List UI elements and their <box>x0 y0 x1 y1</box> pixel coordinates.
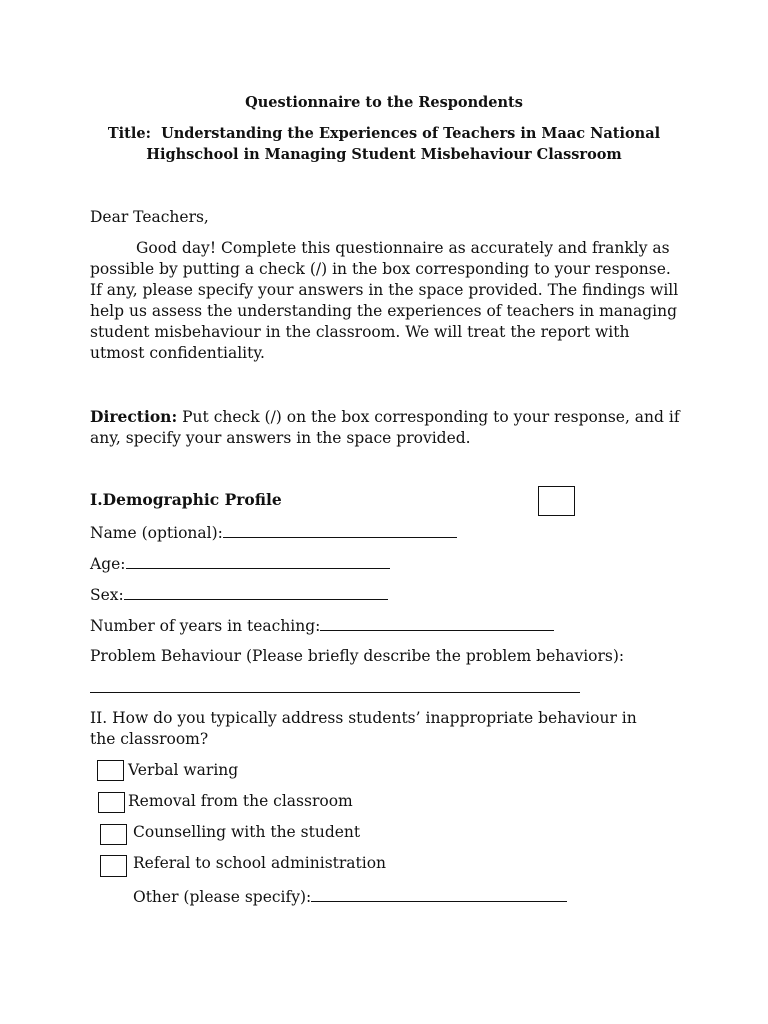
direction-text: Put check (/) on the box corresponding to your response, and if any, specify your answers in the space provided. <box>90 408 680 447</box>
age-field <box>90 553 390 573</box>
title-text-line-2: Highschool in Managing Student Misbehaviour Classroom <box>146 146 622 163</box>
direction-paragraph <box>90 406 680 449</box>
other-label: Other (please specify): <box>133 888 312 906</box>
salutation: Dear Teachers, <box>90 208 209 226</box>
problem-behaviour-input-line[interactable] <box>90 692 580 693</box>
option-checkbox-referral[interactable] <box>100 855 127 877</box>
section-1-heading: I.Demographic Profile <box>90 490 282 509</box>
option-checkbox-verbal-warning[interactable] <box>97 760 124 781</box>
age-label: Age: <box>90 555 126 573</box>
checkbox[interactable] <box>538 486 575 516</box>
section-2-question: II. How do you typically address students’ inappropriate behaviour in the classroom? <box>90 709 637 748</box>
option-label-referral: Referal to school administration <box>133 854 387 872</box>
questionnaire-heading: Questionnaire to the Respondents <box>245 94 523 111</box>
name-field <box>90 522 457 542</box>
intro-paragraph: Good day! Complete this questionnaire as accurately and frankly as possible by putting a check (/) in the box corresponding to your response. If any, please specify your answers in the space provided. The findings will help us assess the understanding the experiences of teachers in managing student misbehaviour in the classroom. We will treat the report with utmost confidentiality. <box>90 239 679 362</box>
years-teaching-field <box>90 615 554 635</box>
years-teaching-label: Number of years in teaching: <box>90 617 321 635</box>
sex-label: Sex: <box>90 586 124 604</box>
problem-behaviour-label: Problem Behaviour (Please briefly describe the problem behaviors): <box>90 647 625 665</box>
option-label-verbal-warning: Verbal waring <box>128 761 239 779</box>
name-label: Name (optional): <box>90 524 223 542</box>
document-title-line-1 <box>0 125 768 142</box>
sex-field <box>90 584 388 604</box>
sex-input-line[interactable] <box>124 584 388 600</box>
other-field <box>133 886 567 906</box>
name-input-line[interactable] <box>223 522 457 538</box>
option-checkbox-counselling[interactable] <box>100 824 127 845</box>
title-label: Title: <box>107 125 151 142</box>
age-input-line[interactable] <box>126 553 390 569</box>
option-label-counselling: Counselling with the student <box>133 823 361 841</box>
option-checkbox-removal[interactable] <box>98 792 125 813</box>
other-input-line[interactable] <box>311 886 567 902</box>
years-teaching-input-line[interactable] <box>320 615 554 631</box>
option-label-removal: Removal from the classroom <box>128 792 353 810</box>
title-text-line-1: Understanding the Experiences of Teachers in Maac National <box>161 125 661 142</box>
direction-label: Direction: <box>90 407 178 426</box>
